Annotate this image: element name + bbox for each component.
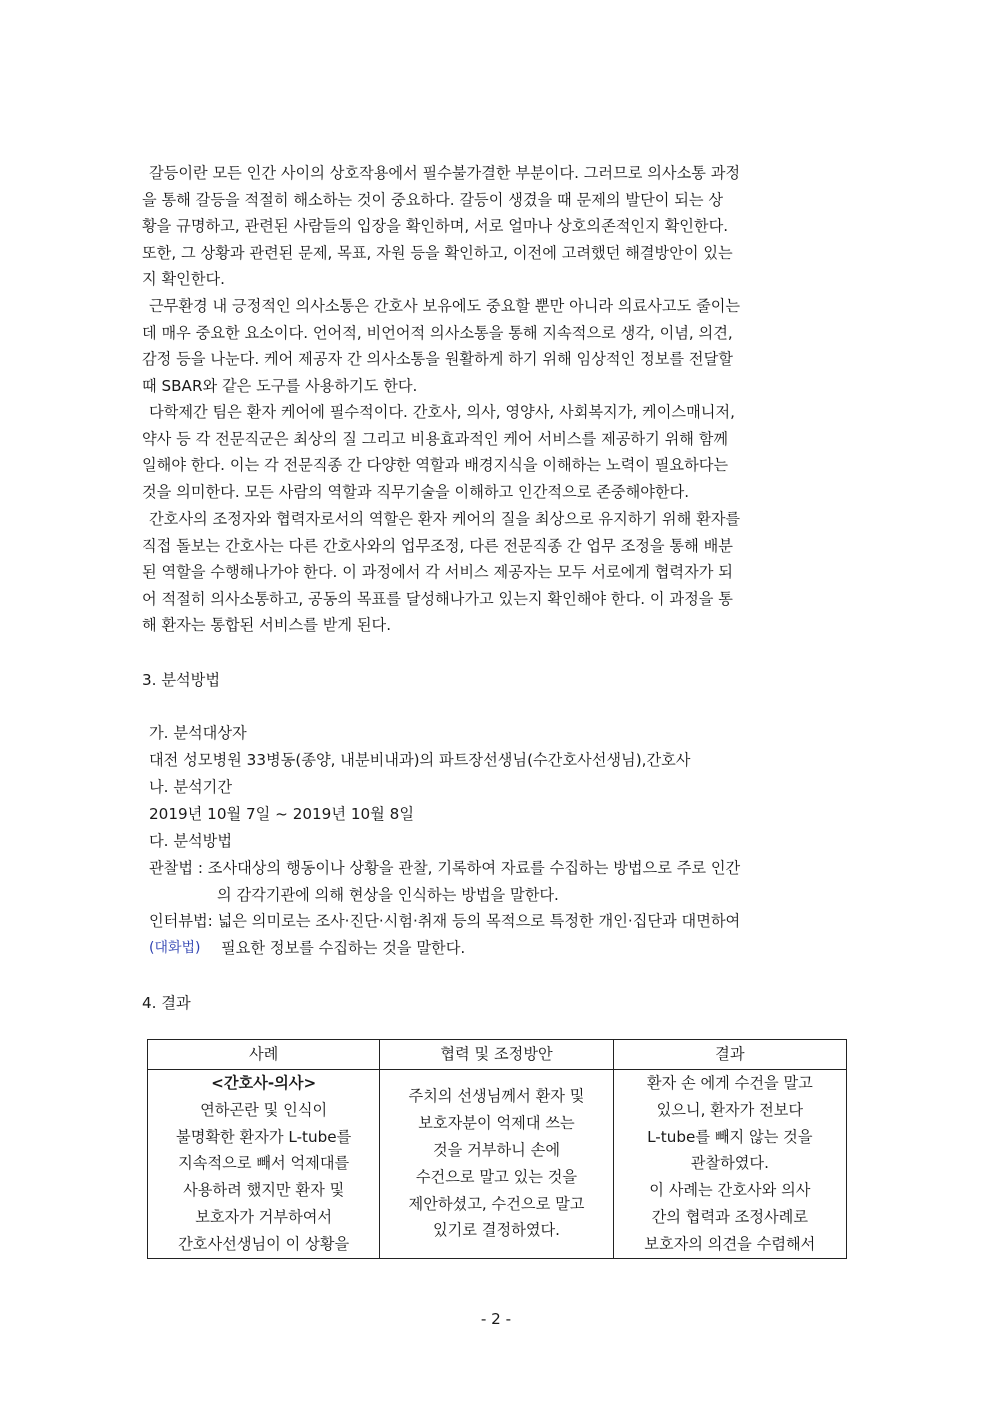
text-line: 어 적절히 의사소통하고, 공동의 목표를 달성해나가고 있는지 확인해야 한다. 이 과정을 통 [142,589,733,608]
result-line: 환자 손 에게 수건을 말고 [646,1074,813,1092]
text-line: 을 통해 갈등을 적절히 해소하는 것이 중요하다. 갈등이 생겼을 때 문제의 발단이 되는 상 [142,190,724,209]
text-line: 약사 등 각 전문직군은 최상의 질 그리고 비용효과적인 케어 서비스를 제공하기 위해 함께 [142,429,729,448]
text-line: 다학제간 팀은 환자 케어에 필수적이다. 간호사, 의사, 영양사, 사회복지가, 케이스매니저, [149,403,735,421]
paragraph-communication [142,293,851,399]
case-line: 지속적으로 빼서 억제대를 [178,1154,350,1173]
text-line: 된 역할을 수행해나가야 한다. 이 과정에서 각 서비스 제공자는 모두 서로에게 협력자가 되 [142,563,733,582]
plan-line: 있기로 결정하였다. [432,1221,560,1240]
indent-spacer [149,882,217,909]
plan-line: 제안하셨고, 수건으로 말고 [408,1194,585,1213]
text-line: 해 환자는 통합된 서비스를 받게 된다. [142,616,392,635]
subject-label: 가. 분석대상자 [149,724,247,742]
plan-line: 주치의 선생님께서 환자 및 [408,1087,585,1106]
page-number: - 2 - [480,1310,512,1328]
interview-text-1: 넓은 의미로는 조사·진단·시험·취재 등의 목적으로 특정한 개인·집단과 대면하여 [217,912,741,930]
header-result: 결과 [613,1040,846,1070]
text-line: 간호사의 조정자와 협력자로서의 역할은 환자 케어의 질을 최상으로 유지하기 위해 환자를 [149,510,741,528]
case-line: 보호자가 거부하여서 [195,1207,333,1226]
method-label: 다. 분석방법 [149,832,233,850]
case-line: 불명확한 환자가 L-tube를 [176,1127,352,1146]
text-line: 지 확인한다. [142,270,226,289]
case-line: 간호사선생님이 이 상황을 [178,1234,350,1253]
interview-method [149,908,851,961]
section-heading-analysis-method: 3. 분석방법 [142,671,221,689]
case-title: <간호사-의사> [211,1074,317,1092]
section-heading-results: 4. 결과 [142,994,191,1012]
plan-line: 보호자분이 억제대 쓰는 [418,1114,575,1133]
plan-line: 것을 거부하니 손에 [432,1140,560,1159]
case-line: 연하곤란 및 인식이 [200,1100,328,1119]
paragraph-multidisciplinary [142,399,851,505]
period-label: 나. 분석기간 [149,778,233,796]
text-line: 또한, 그 상황과 관련된 문제, 목표, 자원 등을 확인하고, 이전에 고려했던 해결방안이 있는 [142,243,733,262]
interview-label: 인터뷰법: [149,912,218,930]
result-line: 관찰하였다. [690,1154,769,1173]
table-header-row [148,1040,847,1070]
text-line: 것을 의미한다. 모든 사람의 역할과 직무기술을 이해하고 인간적으로 존중해야한다. [142,482,690,501]
text-line: 데 매우 중요한 요소이다. 언어적, 비언어적 의사소통을 통해 지속적으로 생각, 이념, 의견, [142,323,733,342]
result-line: 간의 협력과 조정사례로 [651,1207,809,1226]
text-line: 감정 등을 나눈다. 케어 제공자 간 의사소통을 원활하게 하기 위해 임상적인 정보를 전달할 [142,350,733,369]
observation-text-2: 의 감각기관에 의해 현상을 인식하는 방법을 말한다. [217,885,559,904]
text-line: 직접 돌보는 간호사는 다른 간호사와의 업무조정, 다른 전문직종 간 업무 조정을 통해 배분 [142,536,733,555]
paragraph-conflict [142,160,851,293]
observation-method [149,855,851,908]
text-line: 황을 규명하고, 관련된 사람들의 입장을 확인하며, 서로 얼마나 상호의존적인지 확인한다. [142,217,729,236]
header-case: 사례 [148,1040,380,1070]
case-line: 사용하려 했지만 환자 및 [183,1181,345,1200]
table-row [148,1070,847,1259]
result-line: L-tube를 빼지 않는 것을 [647,1127,813,1146]
text-line: 때 SBAR와 같은 도구를 사용하기도 한다. [142,376,418,395]
result-line: 있으니, 환자가 전보다 [656,1100,804,1119]
period-text: 2019년 10월 7일 ~ 2019년 10월 8일 [149,805,414,823]
interview-alias: (대화법) [149,939,201,956]
interview-text-2: 필요한 정보를 수집하는 것을 말한다. [221,938,466,957]
case-cell [148,1070,380,1259]
text-line: 일해야 한다. 이는 각 전문직종 간 다양한 역할과 배경지식을 이해하는 노력이 필요하다는 [142,456,729,475]
results-table [147,1039,847,1259]
result-line: 이 사례는 간호사와 의사 [649,1181,811,1200]
plan-cell [380,1070,613,1259]
header-plan: 협력 및 조정방안 [380,1040,613,1070]
observation-text-1: 조사대상의 행동이나 상황을 관찰, 기록하여 자료를 수집하는 방법으로 주로 인간 [207,859,741,877]
result-cell [613,1070,846,1259]
subject-text: 대전 성모병원 33병동(종양, 내분비내과)의 파트장선생님(수간호사선생님),간호사 [149,751,691,769]
result-line: 보호자의 의견을 수렴해서 [644,1234,816,1253]
plan-line: 수건으로 말고 있는 것을 [415,1167,578,1186]
observation-label: 관찰법 : [149,859,208,877]
paragraph-coordinator-role [142,506,851,639]
text-line: 갈등이란 모든 인간 사이의 상호작용에서 필수불가결한 부분이다. 그러므로 의사소통 과정 [149,164,741,182]
text-line: 근무환경 내 긍정적인 의사소통은 간호사 보유에도 중요할 뿐만 아니라 의료사고도 줄이는 [149,297,741,315]
